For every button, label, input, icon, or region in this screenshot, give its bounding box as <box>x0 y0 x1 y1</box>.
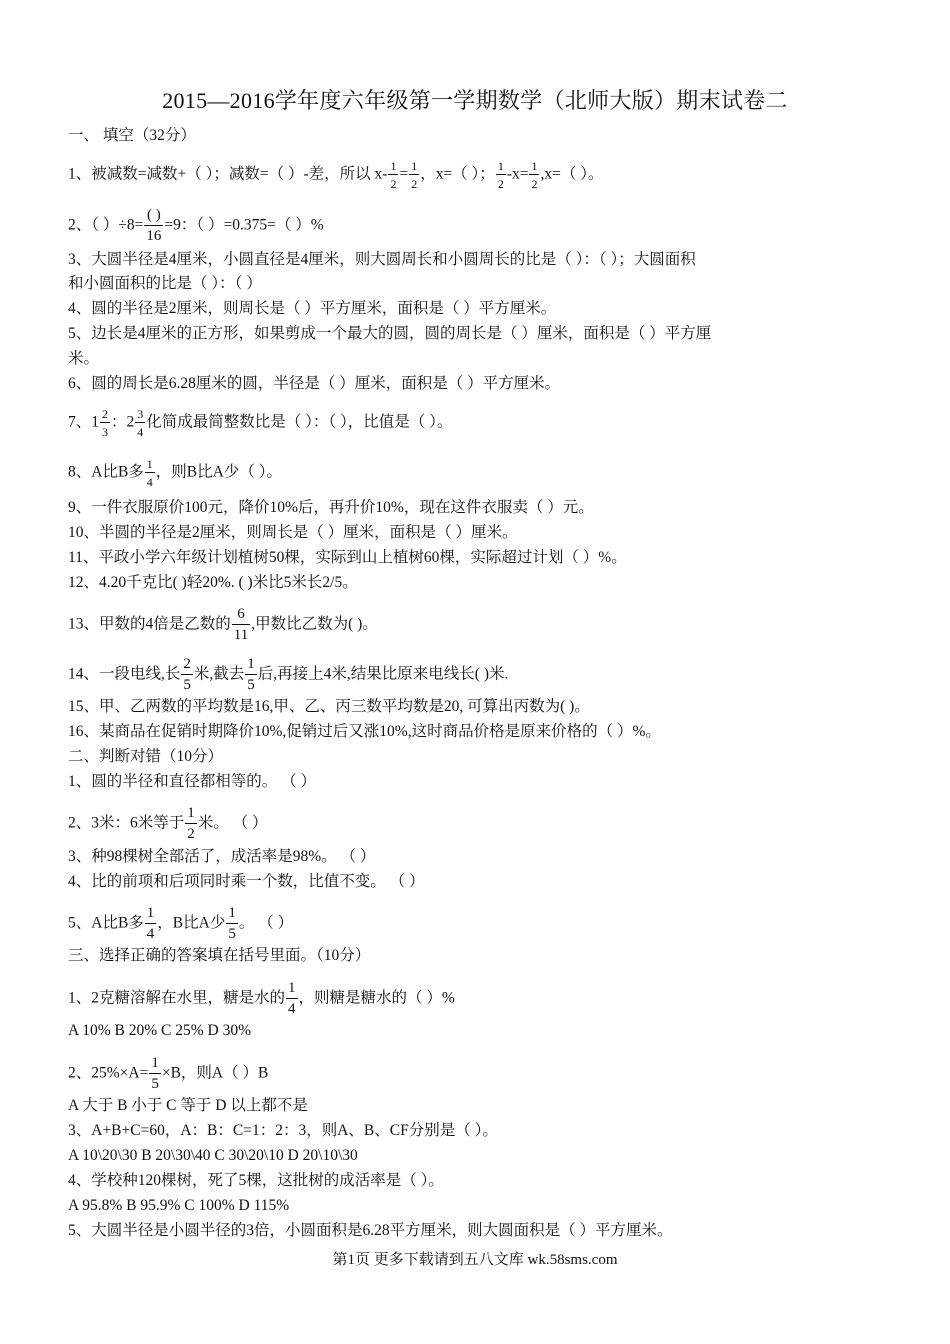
text: 后,再接上4米,结果比原来电线长( )米. <box>257 665 509 683</box>
text: =9：（ ）=0.375=（ ）% <box>164 216 324 234</box>
text: 。 （ ） <box>238 914 294 932</box>
question-c5: 5、大圆半径是小圆半径的3倍，小圆面积是6.28平方厘米，则大圆面积是（ ）平方厘米。 <box>68 1222 673 1239</box>
fraction-numerator: 1 <box>531 159 538 173</box>
question-f3-line1: 3、大圆半径是4厘米，小圆直径是4厘米，则大圆周长和小圆周长的比是（ ）：（ ）；大圆面积 <box>68 251 696 268</box>
fraction-denominator: 5 <box>228 926 236 942</box>
fraction <box>409 160 419 190</box>
fraction-numerator: 6 <box>232 607 250 625</box>
fraction-denominator: 4 <box>146 926 155 942</box>
section-multiple-choice: 三、选择正确的答案填在括号里面。（10分） <box>68 947 371 964</box>
question-f16: 16、某商品在促销时期降价10%,促销过后又涨10%,这时商品价格是原来价格的（ ）%。 <box>68 723 661 740</box>
question-f11: 11、平政小学六年级计划植树50棵，实际到山上植树60棵，实际超过计划（ ）%。 <box>68 549 627 566</box>
text: ，B比A少 <box>157 914 226 932</box>
question-c1-options: A 10% B 20% C 25% D 30% <box>68 1022 251 1039</box>
question-f1: 1、被减数=减数+（ ）；减数=（ ）-差，所以 x- $\frac{1}{2}$ = $\frac{1}{2}$ ，x=（ ）； $\frac{1}{2}$ -x= $\frac{1}{2}$ ,x=（ ）。 <box>68 159 604 191</box>
text: 米。 （ ） <box>197 814 268 832</box>
fraction <box>145 458 155 488</box>
fraction-denominator: 4 <box>288 1001 296 1017</box>
question-f15: 15、甲、乙两数的平均数是16,甲、乙、丙三数平均数是20, 可算出丙数为( )。 <box>68 698 590 715</box>
fraction <box>529 160 539 190</box>
text: ，x=（ ）； <box>420 165 495 183</box>
text: 7、1 <box>68 413 100 431</box>
fraction-denominator: 4 <box>137 425 144 439</box>
text: 13、甲数的4倍是乙数的 <box>68 615 231 633</box>
question-f8 <box>68 458 282 488</box>
question-c3-options: A 10\20\30 B 20\30\40 C 30\20\10 D 20\10\30 <box>68 1147 358 1164</box>
fraction <box>185 806 197 842</box>
text: 1、2克糖溶解在水里，糖是水的 <box>68 989 286 1007</box>
question-f4: 4、圆的半径是2厘米，则周长是（ ）平方厘米，面积是（ ）平方厘米。 <box>68 300 557 317</box>
fraction-denominator: 5 <box>183 677 191 693</box>
question-j1: 1、圆的半径和直径都相等的。 （ ） <box>68 773 317 790</box>
text: ，则B比A少（ ）。 <box>155 463 282 481</box>
page-title: 2015—2016学年度六年级第一学期数学（北师大版）期末试卷二 <box>162 88 788 113</box>
fraction <box>144 208 163 244</box>
section-true-false: 二、判断对错（10分） <box>68 748 224 765</box>
fraction-denominator: 11 <box>233 627 249 643</box>
question-j3: 3、种98棵树全部活了，成活率是98%。 （ ） <box>68 848 376 865</box>
question-c1 <box>68 981 455 1017</box>
fraction <box>181 657 193 693</box>
fraction <box>286 981 298 1017</box>
question-f13 <box>68 607 378 643</box>
fraction-denominator: 16 <box>146 228 162 244</box>
fraction <box>388 160 398 190</box>
question-f3-line2: 和小圆面积的比是（ ）：（ ） <box>68 275 262 292</box>
question-j5 <box>68 906 293 942</box>
fraction-numerator: ( ) <box>144 208 163 226</box>
fraction-numerator: 1 <box>145 906 157 924</box>
fraction <box>496 160 506 190</box>
fraction <box>149 1056 161 1092</box>
fraction-numerator: 1 <box>146 457 153 471</box>
question-f12: 12、4.20千克比( )轻20%. ( )米比5米长2/5。 <box>68 574 358 591</box>
question-j4: 4、比的前项和后项同时乘一个数，比值不变。 （ ） <box>68 873 425 890</box>
page-footer: 第1页 更多下载请到五八文库 wk.58sms.com <box>332 1252 618 1268</box>
question-f9: 9、一件衣服原价100元，降价10%后，再升价10%，现在这件衣服卖（ ）元。 <box>68 499 594 516</box>
section-fill-blank: 一、 填空（32分） <box>68 127 196 144</box>
text: 8、A比B多 <box>68 463 144 481</box>
fraction-numerator: 1 <box>497 159 504 173</box>
question-f6: 6、圆的周长是6.28厘米的圆，半径是（ ）厘米，面积是（ ）平方厘米。 <box>68 375 561 392</box>
fraction-denominator: 3 <box>102 425 109 439</box>
fraction-denominator: 4 <box>146 475 153 489</box>
text: 2、3米：6米等于 <box>68 814 185 832</box>
fraction <box>232 607 250 643</box>
fraction-denominator: 2 <box>531 177 538 191</box>
fraction-numerator: 1 <box>390 159 397 173</box>
text: 5、A比B多 <box>68 914 144 932</box>
fraction <box>145 906 157 942</box>
fraction <box>226 906 238 942</box>
fraction-denominator: 2 <box>497 177 504 191</box>
fraction-numerator: 1 <box>185 806 197 824</box>
text: 2、（ ）÷8= <box>68 216 144 234</box>
fraction-numerator: 2 <box>102 407 109 421</box>
fraction-numerator: 1 <box>149 1056 161 1074</box>
fraction <box>100 408 110 438</box>
fraction-numerator: 1 <box>286 981 298 999</box>
fraction-denominator: 5 <box>247 677 255 693</box>
question-f10: 10、半圆的半径是2厘米，则周长是（ ）厘米，面积是（ ）厘米。 <box>68 524 518 541</box>
question-c4: 4、学校种120棵树，死了5棵，这批树的成活率是（ ）。 <box>68 1172 444 1189</box>
question-c4-options: A 95.8% B 95.9% C 100% D 115% <box>68 1197 290 1214</box>
question-f5-line1: 5、边长是4厘米的正方形，如果剪成一个最大的圆，圆的周长是（ ）厘米，面积是（ ）平方厘 <box>68 325 712 342</box>
text: ×B，则A（ ）B <box>161 1064 269 1082</box>
question-c3: 3、A+B+C=60，A：B：C=1：2：3，则A、B、CF分别是（ ）。 <box>68 1122 498 1139</box>
question-f7 <box>68 408 452 438</box>
text: ,甲数比乙数为( )。 <box>251 615 378 633</box>
text: 14、一段电线,长 <box>68 665 181 683</box>
text: ，则糖是糖水的（ ）% <box>298 989 455 1007</box>
fraction-numerator: 2 <box>181 657 193 675</box>
fraction-numerator: 1 <box>226 906 238 924</box>
question-f5-line2: 米。 <box>68 350 100 367</box>
text: -x= <box>506 165 529 183</box>
text: 米,截去 <box>193 665 245 683</box>
fraction <box>135 408 145 438</box>
question-f2 <box>68 208 324 244</box>
fraction-denominator: 2 <box>411 177 418 191</box>
text: 2、25%×A= <box>68 1064 149 1082</box>
fraction-denominator: 5 <box>151 1076 159 1092</box>
fraction-denominator: 2 <box>390 177 397 191</box>
question-j2 <box>68 806 268 842</box>
fraction-denominator: 2 <box>187 826 195 842</box>
fraction-numerator: 1 <box>245 657 257 675</box>
text: 化简成最简整数比是（ ）：（ ），比值是（ ）。 <box>146 413 453 431</box>
text: ：2 <box>111 413 135 431</box>
text: 1、被减数=减数+（ ）；减数=（ ）-差，所以 x- <box>68 165 388 183</box>
fraction <box>245 657 257 693</box>
question-c2 <box>68 1056 268 1092</box>
text: ,x=（ ）。 <box>540 165 604 183</box>
fraction-numerator: 1 <box>411 159 418 173</box>
question-f14 <box>68 657 508 693</box>
question-c2-options: A 大于 B 小于 C 等于 D 以上都不是 <box>68 1097 308 1114</box>
fraction-numerator: 3 <box>137 407 144 421</box>
